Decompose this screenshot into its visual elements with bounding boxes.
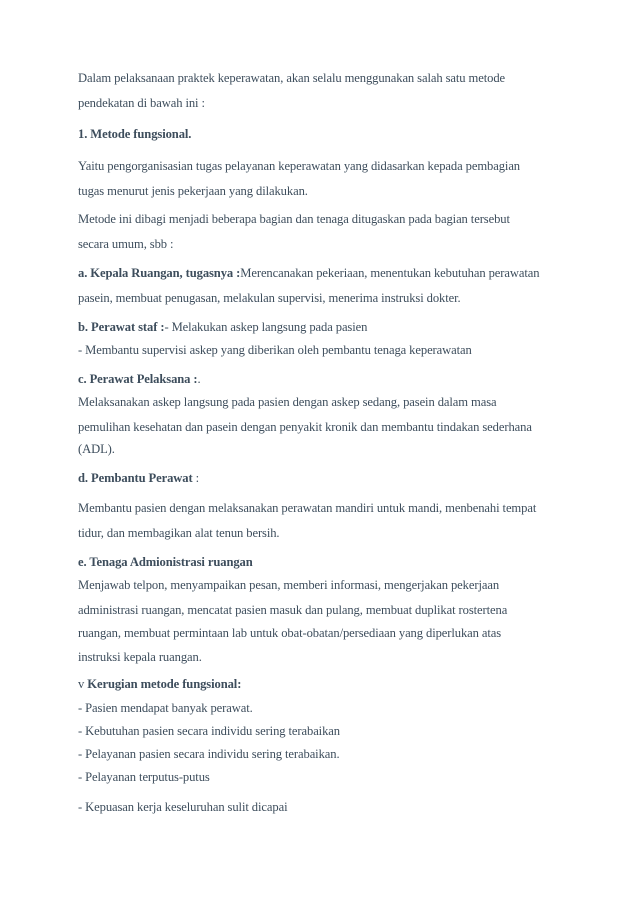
item-a-heading: a. Kepala Ruangan, tugasnya :: [78, 266, 241, 280]
item-e-line: Menjawab telpon, menyampaikan pesan, memberi informasi, mengerjakan pekerjaan: [78, 578, 500, 592]
section-heading: 1. Metode fungsional.: [78, 127, 192, 141]
item-d-heading-suffix: :: [192, 471, 200, 485]
item-a-text: Merencanakan pekeriaan, menentukan kebutuhan perawatan: [240, 266, 540, 280]
item-a: [78, 266, 539, 281]
item-c-line: Melaksanakan askep langsung pada pasien dengan askep sedang, pasein dalam masa: [78, 395, 497, 409]
paragraph-line: tugas menurut jenis pekerjaan yang dilakukan.: [78, 184, 308, 198]
item-c-heading: c. Perawat Pelaksana :: [78, 372, 198, 386]
item-b-heading: b. Perawat staf :: [78, 320, 165, 334]
item-c-line: pemulihan kesehatan dan pasein dengan penyakit kronik dan membantu tindakan sederhana: [78, 420, 532, 434]
item-b-text: - Melakukan askep langsung pada pasien: [164, 320, 368, 334]
item-d-heading: d. Pembantu Perawat: [78, 471, 193, 485]
item-a-text-2: pasein, membuat penugasan, melakulan supervisi, menerima instruksi dokter.: [78, 291, 461, 305]
item-d: [78, 471, 199, 486]
kerugian-heading-row: [78, 677, 241, 692]
kerugian-item: - Pelayanan terputus-putus: [78, 770, 210, 784]
item-b: [78, 320, 367, 335]
item-e-heading: e. Tenaga Admionistrasi ruangan: [78, 555, 253, 569]
item-d-line: tidur, dan membagikan alat tenun bersih.: [78, 526, 280, 540]
kerugian-item: - Kebutuhan pasien secara individu sering terabaikan: [78, 724, 340, 738]
item-c-line: (ADL).: [78, 442, 115, 456]
intro-line-2: pendekatan di bawah ini :: [78, 96, 205, 110]
kerugian-bullet: v: [78, 677, 85, 691]
intro-line-1: Dalam pelaksanaan praktek keperawatan, akan selalu menggunakan salah satu metode: [78, 71, 506, 85]
item-c-heading-suffix: .: [197, 372, 201, 386]
paragraph-line: Metode ini dibagi menjadi beberapa bagian dan tenaga ditugaskan pada bagian tersebut: [78, 212, 510, 226]
item-e-line: instruksi kepala ruangan.: [78, 650, 202, 664]
paragraph-line: Yaitu pengorganisasian tugas pelayanan keperawatan yang didasarkan kepada pembagian: [78, 159, 521, 173]
item-e-line: ruangan, membuat permintaan lab untuk obat-obatan/persediaan yang diperlukan atas: [78, 626, 502, 640]
paragraph-line: secara umum, sbb :: [78, 237, 174, 251]
kerugian-item: - Pasien mendapat banyak perawat.: [78, 701, 253, 715]
item-b-text-2: - Membantu supervisi askep yang diberikan oleh pembantu tenaga keperawatan: [78, 343, 472, 357]
item-e-line: administrasi ruangan, mencatat pasien masuk dan pulang, membuat duplikat rostertena: [78, 603, 508, 617]
kerugian-item: - Pelayanan pasien secara individu sering terabaikan.: [78, 747, 340, 761]
item-d-line: Membantu pasien dengan melaksanakan perawatan mandiri untuk mandi, menbenahi tempat: [78, 501, 537, 515]
kerugian-heading: Kerugian metode fungsional:: [87, 677, 242, 691]
kerugian-item: - Kepuasan kerja keseluruhan sulit dicapai: [78, 800, 288, 814]
item-c: [78, 372, 201, 387]
